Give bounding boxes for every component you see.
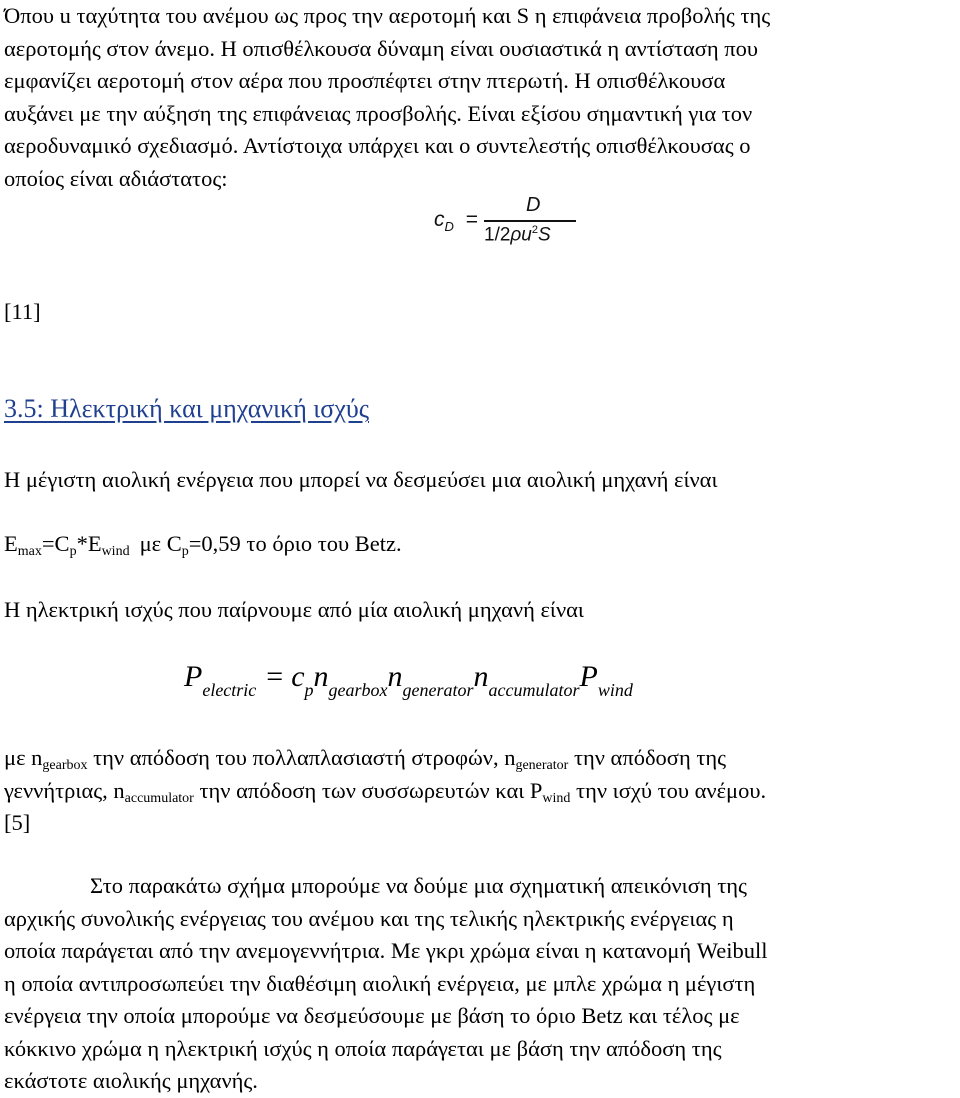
reference: [5] xyxy=(4,810,31,835)
text-line: αρχικής συνολικής ενέργειας του ανέμου και της τελικής ηλεκτρικής ενέργειας η xyxy=(4,905,734,931)
text-line: με $n_{gearbox}$ την απόδοση του πολλαπλασιαστή στροφών, $n_{generator}$ την απόδοση της xyxy=(4,745,727,773)
text-line: οποίος είναι αδιάστατος: xyxy=(4,165,228,191)
fraction-bar xyxy=(484,220,576,222)
text-line: αυξάνει με την αύξηση της επιφάνειας προσβολής. Είναι εξίσου σημαντική για τον xyxy=(4,100,753,126)
emax-line: $E_{max}=C_p*E_{wind}$ με $C_p=0,59$ το όριο του Betz. xyxy=(4,531,402,559)
paragraph-figure-description xyxy=(4,870,956,1098)
text-line: εμφανίζει αεροτομή στον αέρα που προσπέφτει στην πτερωτή. Η οπισθέλκουσα xyxy=(4,68,726,93)
formula-denominator: $1/2\rho u^2S$ xyxy=(484,224,551,246)
text-line: αεροδυναμικό σχεδιασμό. Αντίστοιχα υπάρχει και ο συντελεστής οπισθέλκουσας ο xyxy=(4,133,751,158)
text-line: Στο παρακάτω σχήμα μπορούμε να δούμε μια σχηματική απεικόνιση της xyxy=(90,873,747,898)
paragraph-max-energy: Η μέγιστη αιολική ενέργεια που μπορεί να δεσμεύσει μια αιολική μηχανή είναι xyxy=(4,467,718,492)
text-line: αεροτομής στον άνεμο. Η οπισθέλκουσα δύναμη είναι ουσιαστικά η αντίσταση που xyxy=(4,35,759,61)
paragraph-drag xyxy=(4,0,956,195)
paragraph-efficiencies xyxy=(4,742,956,840)
text-line: ενέργεια την οποία μπορούμε να δεσμεύσουμε με βάση το όριο Betz και τέλος με xyxy=(4,1003,740,1028)
text-line: Όπου u ταχύτητα του ανέμου ως προς την αεροτομή και S η επιφάνεια προβολής της xyxy=(4,3,771,28)
electric-power-formula: $P_{electric} = c_pn_{gearbox}n_{generator}n_{accumulator}P_{wind}$ xyxy=(184,660,633,700)
formula-lhs: $c_D$ = xyxy=(434,208,478,234)
text-line: γεννήτριας, $n_{accumulator}$ την απόδοση των συσσωρευτών και $P_{wind}$ την ισχύ του ανέμου. xyxy=(4,777,767,806)
formula-numerator: D xyxy=(526,194,541,216)
text-line: κόκκινο χρώμα η ηλεκτρική ισχύς η οποία παράγεται με βάση την απόδοση της xyxy=(4,1035,722,1061)
reference: [11] xyxy=(4,299,41,324)
text-line: η οποία αντιπροσωπεύει την διαθέσιμη αιολική ενέργεια, με μπλε χρώμα η μέγιστη xyxy=(4,970,756,996)
paragraph-electric-power: Η ηλεκτρική ισχύς που παίρνουμε από μία αιολική μηχανή είναι xyxy=(4,597,584,622)
text-line: εκάστοτε αιολικής μηχανής. xyxy=(4,1068,258,1093)
text-line: οποία παράγεται από την ανεμογεννήτρια. Με γκρι χρώμα είναι η κατανομή Weibull xyxy=(4,938,768,963)
section-heading[interactable]: 3.5: Ηλεκτρική και μηχανική ισχύς xyxy=(4,394,370,423)
